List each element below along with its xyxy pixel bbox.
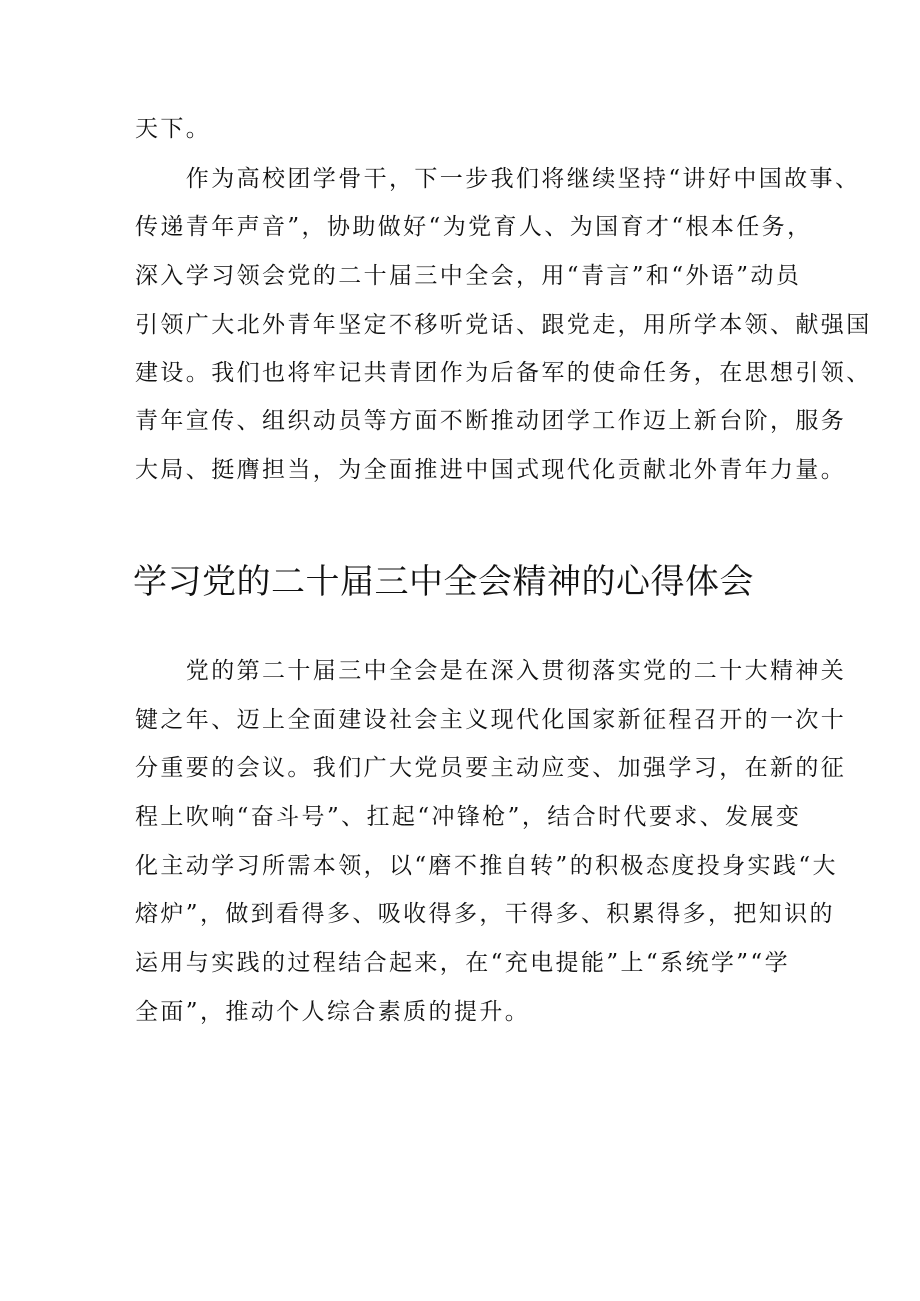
article-line: 化主动学习所需本领，以“磨不推自转”的积极态度投身实践“大 bbox=[135, 853, 838, 879]
article-line: 全面”，推动个人综合素质的提升。 bbox=[135, 999, 531, 1025]
article-line: 分重要的会议。我们广大党员要主动应变、加强学习，在新的征 bbox=[135, 755, 847, 781]
article-title: 学习党的二十届三中全会精神的心得体会 bbox=[133, 562, 754, 602]
intro-line: 天下。 bbox=[135, 116, 212, 142]
intro-line: 深入学习领会党的二十届三中全会，用“青言”和“外语”动员 bbox=[135, 263, 802, 289]
article-line: 程上吹响“奋斗号”、扛起“冲锋枪”，结合时代要求、发展变 bbox=[135, 804, 802, 830]
article-line: 熔炉”，做到看得多、吸收得多，干得多、积累得多，把知识的 bbox=[135, 901, 835, 927]
article-line: 键之年、迈上全面建设社会主义现代化国家新征程召开的一次十 bbox=[135, 707, 847, 733]
article-line: 党的第二十届三中全会是在深入贯彻落实党的二十大精神关 bbox=[135, 658, 847, 684]
intro-line: 引领广大北外青年坚定不移听党话、跟党走，用所学本领、献强国 bbox=[135, 312, 872, 338]
article-line: 运用与实践的过程结合起来，在“充电提能”上“系统学”“学 bbox=[135, 950, 790, 976]
intro-line: 大局、挺膺担当，为全面推进中国式现代化贡献北外青年力量。 bbox=[135, 457, 847, 483]
intro-line: 建设。我们也将牢记共青团作为后备军的使命任务，在思想引领、 bbox=[135, 360, 872, 386]
intro-line: 传递青年声音”，协助做好“为党育人、为国育才“根本任务， bbox=[135, 214, 813, 240]
intro-line: 青年宣传、组织动员等方面不断推动团学工作迈上新台阶，服务 bbox=[135, 408, 847, 434]
intro-line: 作为高校团学骨干，下一步我们将继续坚持“讲好中国故事、 bbox=[135, 166, 861, 192]
